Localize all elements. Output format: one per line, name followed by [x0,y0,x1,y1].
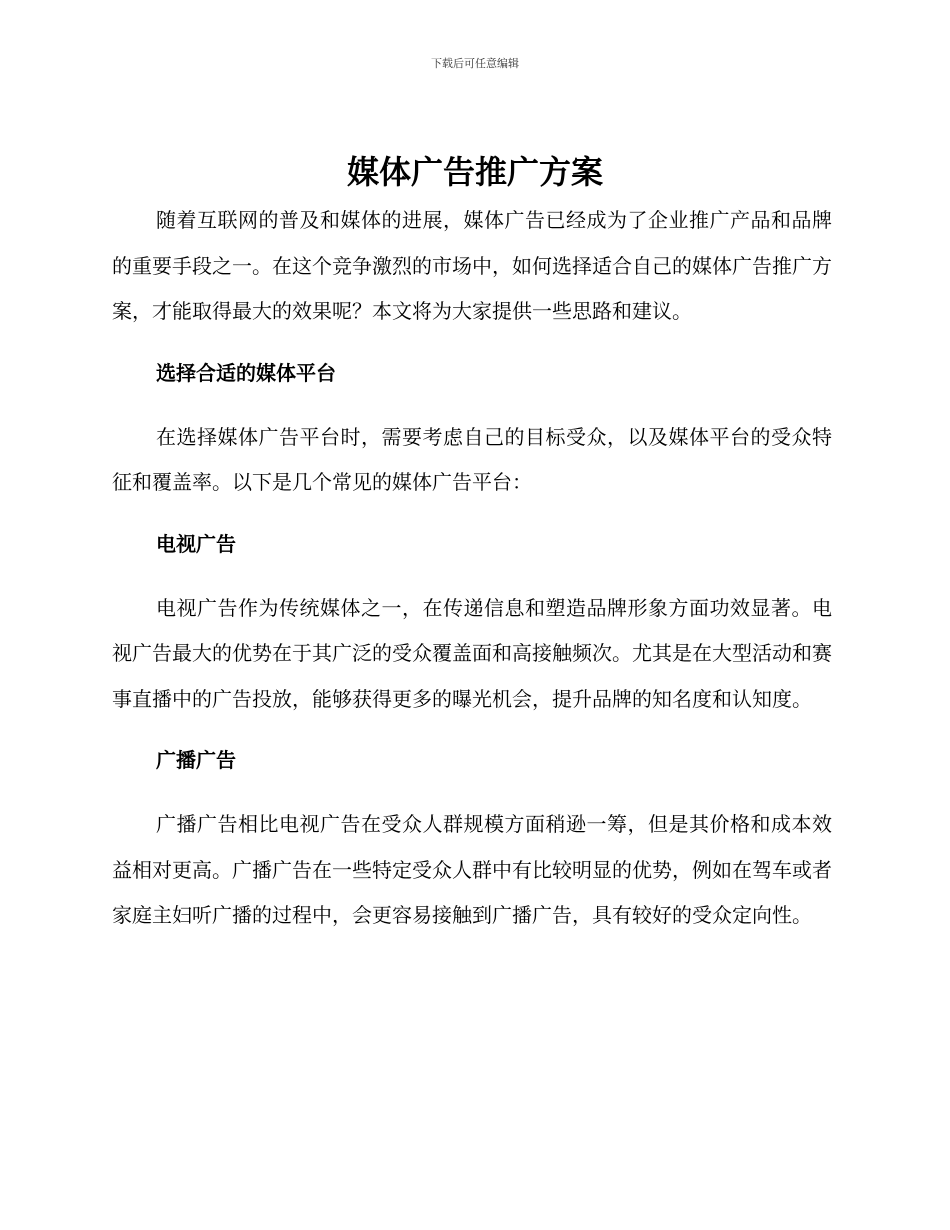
platform-paragraph: 在选择媒体广告平台时，需要考虑自己的目标受众，以及媒体平台的受众特征和覆盖率。以下是几个常见的媒体广告平台： [112,424,832,494]
tv-paragraph: 电视广告作为传统媒体之一，在传递信息和塑造品牌形象方面功效显著。电视广告最大的优势在于其广泛的受众覆盖面和高接触频次。尤其是在大型活动和赛事直播中的广告投放，能够获得更多的曝光机会，提升品牌的知名度和认知度。 [112,595,832,711]
section-heading-radio: 广播广告 [156,748,236,772]
header-note: 下载后可任意编辑 [431,57,519,70]
document-title: 媒体广告推广方案 [346,153,603,191]
intro-paragraph: 随着互联网的普及和媒体的进展，媒体广告已经成为了企业推广产品和品牌的重要手段之一。在这个竞争激烈的市场中，如何选择适合自己的媒体广告推广方案，才能取得最大的效果呢？本文将为大家提供一些思路和建议。 [112,208,832,323]
section-heading-platform: 选择合适的媒体平台 [156,360,336,385]
document-body [112,198,832,939]
section-heading-tv: 电视广告 [156,531,236,556]
radio-paragraph: 广播广告相比电视广告在受众人群规模方面稍逊一筹，但是其价格和成本效益相对更高。广播广告在一些特定受众人群中有比较明显的优势，例如在驾车或者家庭主妇听广播的过程中，会更容易接触到广播广告，具有较好的受众定向性。 [112,812,832,927]
